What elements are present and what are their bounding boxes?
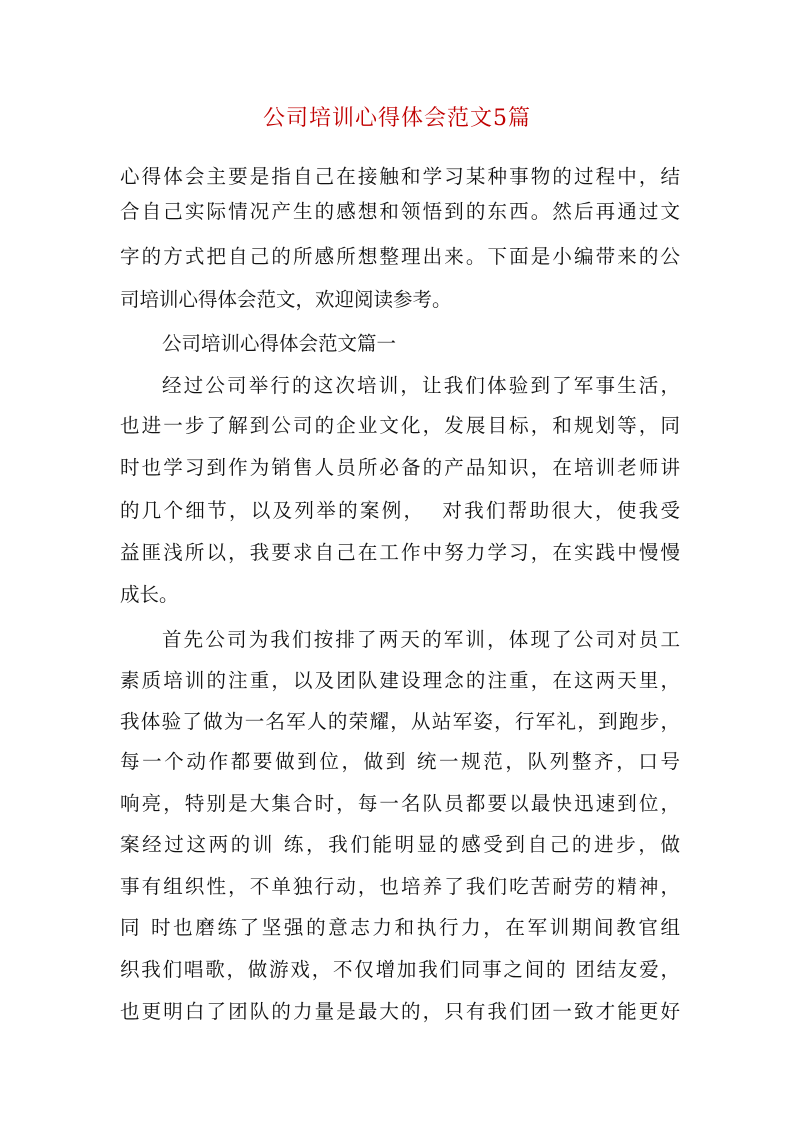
body-line: 织我们唱歌，做游戏，不仅增加我们同事之间的 团结友爱，: [120, 958, 680, 981]
body-line: 时也学习到作为销售人员所必备的产品知识，在培训老师讲: [120, 456, 680, 479]
body-line: 合自己实际情况产生的感想和领悟到的东西。然后再通过文: [120, 200, 680, 223]
body-line: 同 时也磨练了坚强的意志力和执行力，在军训期间教官组: [120, 916, 680, 939]
body-line: 也进一步了解到公司的企业文化，发展目标，和规划等，同: [120, 414, 680, 437]
body-line: 也更明白了团队的力量是最大的，只有我们团一致才能更好: [120, 1000, 680, 1023]
body-line: 我体验了做为一名军人的荣耀，从站军姿，行军礼，到跑步，: [120, 710, 680, 733]
document-title: 公司培训心得体会范文5篇: [263, 106, 531, 131]
body-line: 心得体会主要是指自己在接触和学习某种事物的过程中，结: [120, 165, 680, 188]
body-line: 司培训心得体会范文，欢迎阅读参考。: [120, 288, 452, 311]
body-line: 经过公司举行的这次培训，让我们体验到了军事生活，: [162, 374, 680, 397]
body-line: 益匪浅所以，我要求自己在工作中努力学习，在实践中慢慢: [120, 541, 680, 564]
body-line: 事有组织性，不单独行动，也培养了我们吃苦耐劳的精神，: [120, 875, 680, 898]
section-heading: 公司培训心得体会范文篇一: [162, 332, 397, 355]
body-line: 成长。: [120, 583, 179, 606]
body-line: 的几个细节，以及列举的案例， 对我们帮助很大，使我受: [120, 499, 680, 522]
body-line: 案经过这两的训 练，我们能明显的感受到自己的进步，做: [120, 833, 680, 856]
body-line: 字的方式把自己的所感所想整理出来。下面是小编带来的公: [120, 245, 680, 268]
body-line: 素质培训的注重，以及团队建设理念的注重，在这两天里，: [120, 669, 680, 692]
body-line: 每一个动作都要做到位，做到 统一规范，队列整齐，口号: [120, 750, 680, 773]
body-line: 首先公司为我们按排了两天的军训，体现了公司对员工: [162, 628, 680, 651]
body-line: 响亮，特别是大集合时，每一名队员都要以最快迅速到位，: [120, 792, 680, 815]
